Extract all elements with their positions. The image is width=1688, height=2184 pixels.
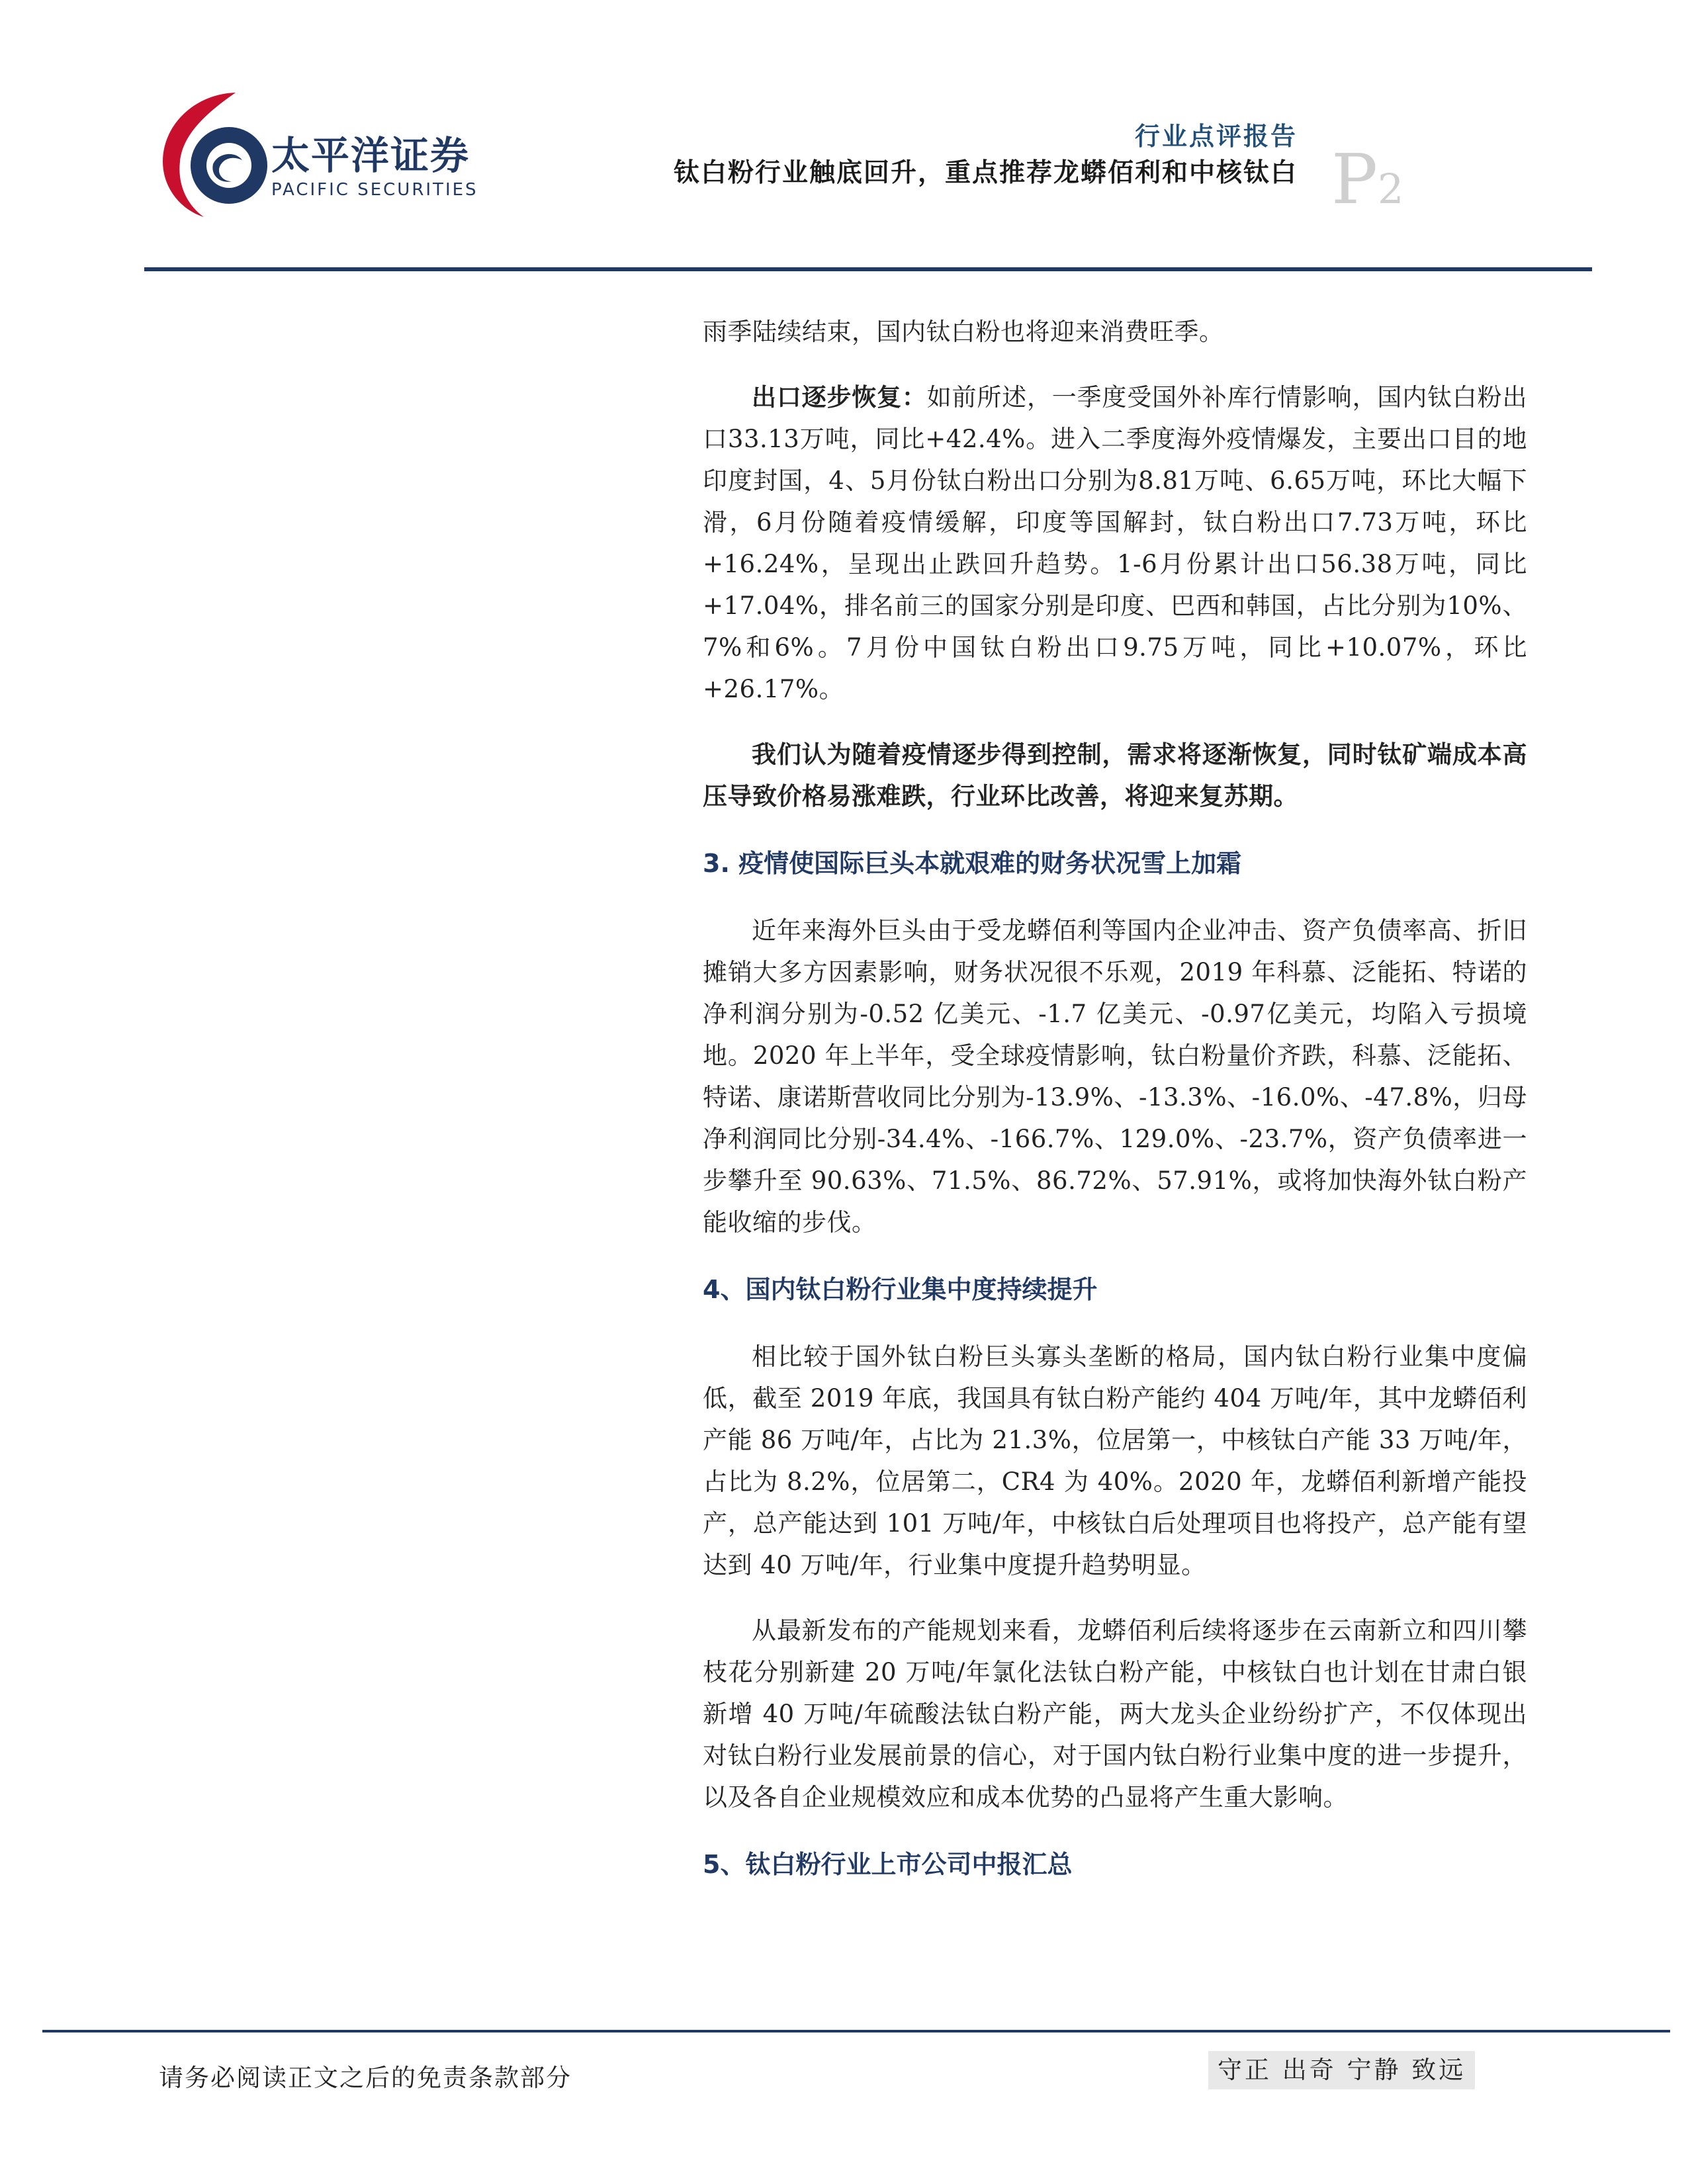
section-heading-3: 3. 疫情使国际巨头本就艰难的财务状况雪上加霜 [703, 849, 1242, 878]
brand-block [271, 132, 478, 200]
paragraph-capacity-plan: 从最新发布的产能规划来看，龙蟒佰利后续将逐步在云南新立和四川攀枝花分别新建 20 万吨/年氯化法钛白粉产能，中核钛白也计划在甘肃白银新增 40 万吨/年硫酸法钛白粉产能，两大龙头企业纷纷扩产，不仅体现出对钛白粉行业发展前景的信心，对于国内钛白粉行业集中度的进一步提升，以及各自企业规模效应和成本优势的凸显将产生重大影响。 [703, 1616, 1527, 1812]
paragraph-global-giants: 近年来海外巨头由于受龙蟒佰利等国内企业冲击、资产负债率高、折旧摊销大多方因素影响，财务状况很不乐观，2019 年科慕、泛能拓、特诺的净利润分别为-0.52 亿美元、-1.7 亿美元、-0.97亿美元，均陷入亏损境地。2020 年上半年，受全球疫情影响，钛白粉量价齐跌，科慕、泛能拓、特诺、康诺斯营收同比分别为-13.9%、-13.3%、-16.0%、-47.8%，归母净利润同比分别-34.4%、-166.7%、129.0%、-23.7%，资产负债率进一步攀升至 90.63%、71.5%、86.72%、57.91%，或将加快海外钛白粉产能收缩的步伐。 [703, 916, 1527, 1237]
report-title: 钛白粉行业触底回升，重点推荐龙蟒佰利和中核钛白 [673, 158, 1298, 188]
paragraph-conclusion: 我们认为随着疫情逐步得到控制，需求将逐渐恢复，同时钛矿端成本高压导致价格易涨难跌，行业环比改善，将迎来复苏期。 [703, 740, 1527, 810]
section-heading-4: 4、国内钛白粉行业集中度持续提升 [703, 1275, 1098, 1304]
company-logo [157, 87, 270, 220]
footer-motto: 守正 出奇 宁静 致远 [1208, 2051, 1475, 2089]
paragraph-1: 雨季陆续结束，国内钛白粉也将迎来消费旺季。 [703, 318, 1224, 346]
header-divider [144, 267, 1592, 271]
footer-disclaimer: 请务必阅读正文之后的免责条款部分 [159, 2064, 572, 2092]
page-number [1331, 139, 1403, 220]
main-content [703, 311, 1527, 1884]
page-letter: P [1331, 139, 1378, 220]
paragraph-concentration: 相比较于国外钛白粉巨头寡头垄断的格局，国内钛白粉行业集中度偏低，截至 2019 年底，我国具有钛白粉产能约 404 万吨/年，其中龙蟒佰利产能 86 万吨/年，占比为 21.3%，位居第一，中核钛白产能 33 万吨/年，占比为 8.2%，位居第二，CR4 为 40%。2020 年，龙蟒佰利新增产能投产，总产能达到 101 万吨/年，中核钛白后处理项目也将投产，总产能有望达到 40 万吨/年，行业集中度提升趋势明显。 [703, 1342, 1527, 1579]
brand-name-cn: 太平洋证券 [271, 133, 470, 178]
brand-name-en: PACIFIC SECURITIES [271, 180, 478, 200]
report-type: 行业点评报告 [1134, 122, 1298, 151]
footer-divider [42, 2030, 1670, 2032]
paragraph-export [703, 376, 1527, 710]
paragraph-lead: 出口逐步恢复： [752, 382, 927, 412]
logo-emblem-icon [157, 87, 270, 220]
page-digit: 2 [1377, 165, 1404, 213]
section-heading-5: 5、钛白粉行业上市公司中报汇总 [703, 1850, 1073, 1879]
paragraph-export-text: 如前所述，一季度受国外补库行情影响，国内钛白粉出口33.13万吨，同比+42.4%。进入二季度海外疫情爆发，主要出口目的地印度封国，4、5月份钛白粉出口分别为8.81万吨、6.65万吨，环比大幅下滑，6月份随着疫情缓解，印度等国解封，钛白粉出口7.73万吨，环比+16.24%，呈现出止跌回升趋势。1-6月份累计出口56.38万吨，同比+17.04%，排名前三的国家分别是印度、巴西和韩国，占比分别为10%、7%和6%。7月份中国钛白粉出口9.75万吨，同比+10.07%，环比+26.17%。 [703, 383, 1528, 703]
